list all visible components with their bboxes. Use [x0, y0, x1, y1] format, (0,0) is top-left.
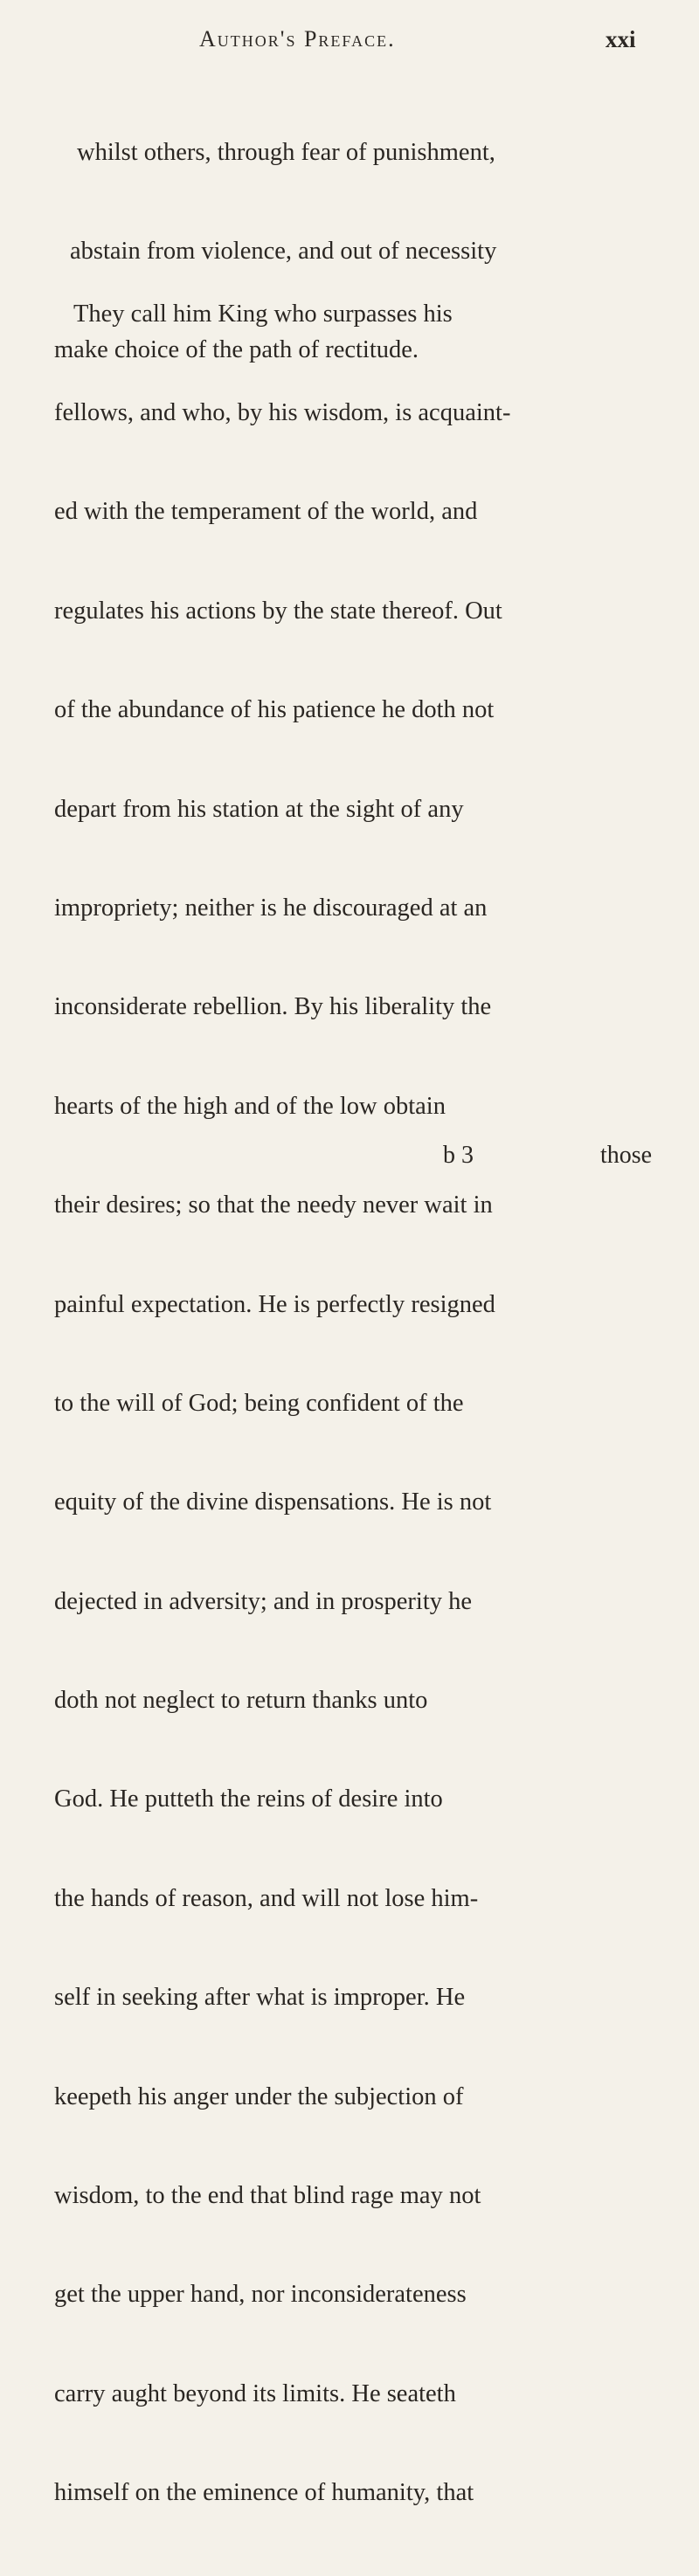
- text-line: dejected in adversity; and in prosperity he: [54, 1587, 473, 1615]
- catchword: those: [600, 1142, 653, 1169]
- page-footer: [0, 1142, 699, 1177]
- text-line: regulates his actions by the state thereof. Out: [54, 597, 502, 625]
- text-line: wisdom, to the end that blind rage may not: [54, 2182, 481, 2210]
- text-line: of the abundance of his patience he doth not: [54, 696, 495, 724]
- text-line: to the will of God; being confident of the: [54, 1389, 464, 1417]
- paragraph-king: [54, 231, 666, 2576]
- text-line: doth not neglect to return thanks unto: [54, 1687, 428, 1715]
- running-head: [0, 26, 699, 65]
- signature-mark: b 3: [443, 1142, 474, 1169]
- text-line: impropriety; neither is he discouraged at an: [54, 894, 488, 922]
- text-line: whilst others, through fear of punishment,: [77, 138, 495, 166]
- text-line: self in seeking after what is improper. He: [54, 1984, 466, 2012]
- text-line: abstain from violence, and out of necessity: [70, 237, 497, 265]
- text-line: equity of the divine dispensations. He is not: [54, 1488, 492, 1516]
- text-line: ed with the temperament of the world, and: [54, 498, 478, 526]
- text-line: hearts of the high and of the low obtain: [54, 1092, 446, 1120]
- text-line: get the upper hand, nor inconsiderateness: [54, 2281, 467, 2309]
- text-line: They call him King who surpasses his: [73, 300, 453, 328]
- text-line: fellows, and who, by his wisdom, is acquaint-: [54, 398, 511, 426]
- text-line: their desires; so that the needy never wait in: [54, 1191, 493, 1219]
- text-line: inconsiderate rebellion. By his liberality the: [54, 993, 492, 1021]
- text-line: keepeth his anger under the subjection of: [54, 2082, 464, 2110]
- text-line: God. He putteth the reins of desire into: [54, 1785, 443, 1813]
- text-line: depart from his station at the sight of any: [54, 795, 464, 823]
- text-line: himself on the eminence of humanity, that: [54, 2479, 474, 2507]
- text-line: carry aught beyond its limits. He seateth: [54, 2379, 456, 2407]
- text-line: painful expectation. He is perfectly resigned: [54, 1290, 495, 1318]
- page-number: xxi: [606, 26, 636, 52]
- text-line: make choice of the path of rectitude.: [54, 336, 419, 364]
- text-line: the hands of reason, and will not lose him-: [54, 1884, 479, 1912]
- running-title: Author's Preface.: [199, 26, 396, 52]
